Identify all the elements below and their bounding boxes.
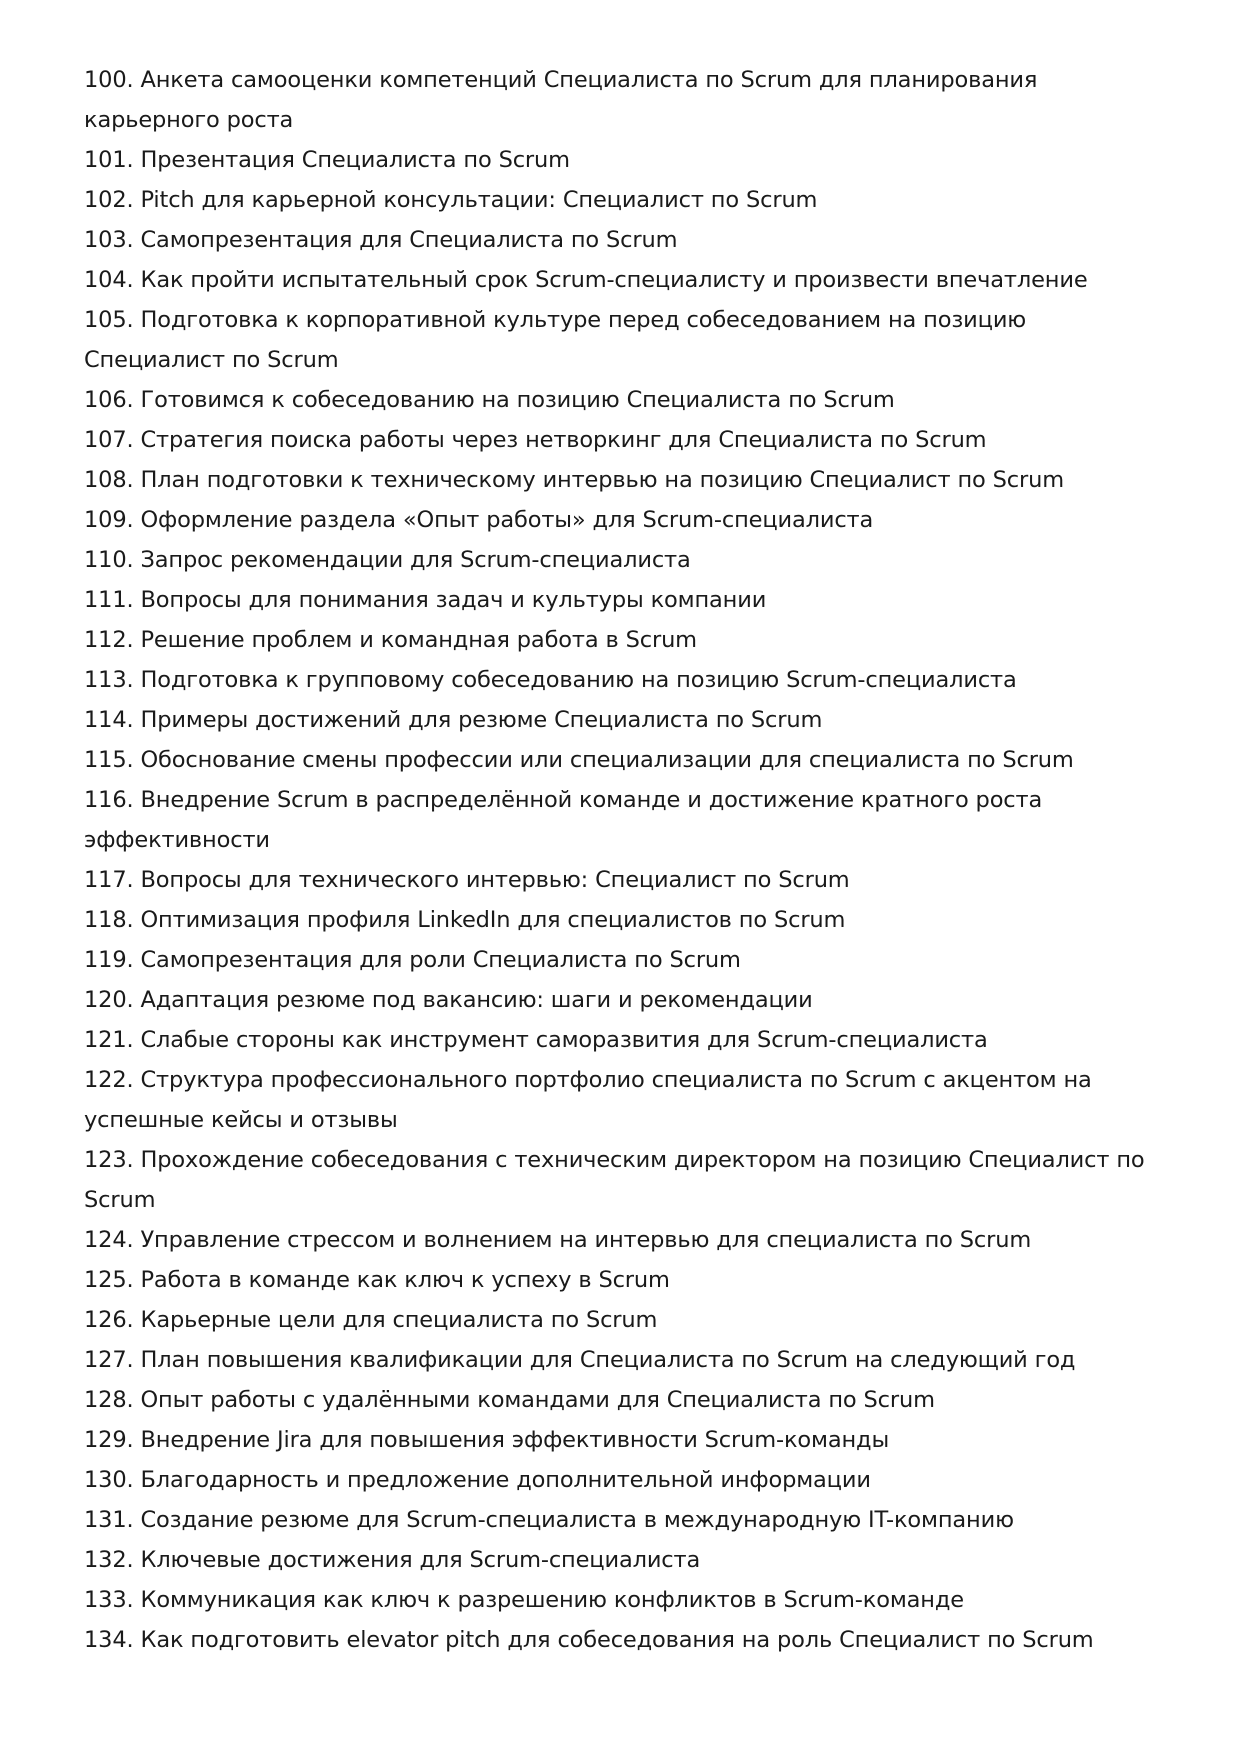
list-item: 112. Решение проблем и командная работа в Scrum xyxy=(84,627,697,653)
list-item: 116. Внедрение Scrum в распределённой команде и достижение кратного роста эффективности xyxy=(84,787,1043,853)
list-item: 119. Самопрезентация для роли Специалиста по Scrum xyxy=(84,947,741,973)
list-item: 113. Подготовка к групповому собеседованию на позицию Scrum-специалиста xyxy=(84,667,1017,693)
list-item: 114. Примеры достижений для резюме Специалиста по Scrum xyxy=(84,707,823,733)
list-item: 130. Благодарность и предложение дополнительной информации xyxy=(84,1467,871,1493)
list-item: 127. План повышения квалификации для Специалиста по Scrum на следующий год xyxy=(84,1347,1076,1373)
topic-list xyxy=(84,60,1169,1660)
list-item: 132. Ключевые достижения для Scrum-специалиста xyxy=(84,1547,701,1573)
list-item: 122. Структура профессионального портфолио специалиста по Scrum с акцентом на успешные кейсы и отзывы xyxy=(84,1067,1092,1133)
list-item: 106. Готовимся к собеседованию на позицию Специалиста по Scrum xyxy=(84,387,895,413)
list-item: 101. Презентация Специалиста по Scrum xyxy=(84,147,570,173)
list-item: 133. Коммуникация как ключ к разрешению конфликтов в Scrum-команде xyxy=(84,1587,964,1613)
list-item: 100. Анкета самооценки компетенций Специалиста по Scrum для планирования карьерного роста xyxy=(84,67,1038,133)
list-item: 107. Стратегия поиска работы через нетворкинг для Специалиста по Scrum xyxy=(84,427,987,453)
list-item: 103. Самопрезентация для Специалиста по Scrum xyxy=(84,227,678,253)
list-item: 104. Как пройти испытательный срок Scrum-специалисту и произвести впечатление xyxy=(84,267,1088,293)
list-item: 108. План подготовки к техническому интервью на позицию Специалист по Scrum xyxy=(84,467,1064,493)
list-item: 117. Вопросы для технического интервью: Специалист по Scrum xyxy=(84,867,850,893)
list-item: 124. Управление стрессом и волнением на интервью для специалиста по Scrum xyxy=(84,1227,1032,1253)
list-item: 131. Создание резюме для Scrum-специалиста в международную IT-компанию xyxy=(84,1507,1014,1533)
list-item: 105. Подготовка к корпоративной культуре перед собеседованием на позицию Специалист по Scrum xyxy=(84,307,1027,373)
list-item: 126. Карьерные цели для специалиста по Scrum xyxy=(84,1307,658,1333)
list-item: 118. Оптимизация профиля LinkedIn для специалистов по Scrum xyxy=(84,907,846,933)
list-item: 134. Как подготовить elevator pitch для собеседования на роль Специалист по Scrum xyxy=(84,1627,1094,1653)
list-item: 109. Оформление раздела «Опыт работы» для Scrum-специалиста xyxy=(84,507,874,533)
list-item: 120. Адаптация резюме под вакансию: шаги и рекомендации xyxy=(84,987,813,1013)
list-item: 128. Опыт работы с удалёнными командами для Специалиста по Scrum xyxy=(84,1387,935,1413)
list-item: 125. Работа в команде как ключ к успеху в Scrum xyxy=(84,1267,670,1293)
list-item: 115. Обоснование смены профессии или специализации для специалиста по Scrum xyxy=(84,747,1074,773)
list-item: 129. Внедрение Jira для повышения эффективности Scrum-команды xyxy=(84,1427,890,1453)
list-item: 102. Pitch для карьерной консультации: Специалист по Scrum xyxy=(84,187,818,213)
list-item: 121. Слабые стороны как инструмент саморазвития для Scrum-специалиста xyxy=(84,1027,988,1053)
list-item: 110. Запрос рекомендации для Scrum-специалиста xyxy=(84,547,691,573)
list-item: 111. Вопросы для понимания задач и культуры компании xyxy=(84,587,767,613)
list-item: 123. Прохождение собеседования с техническим директором на позицию Специалист по Scrum xyxy=(84,1147,1145,1213)
